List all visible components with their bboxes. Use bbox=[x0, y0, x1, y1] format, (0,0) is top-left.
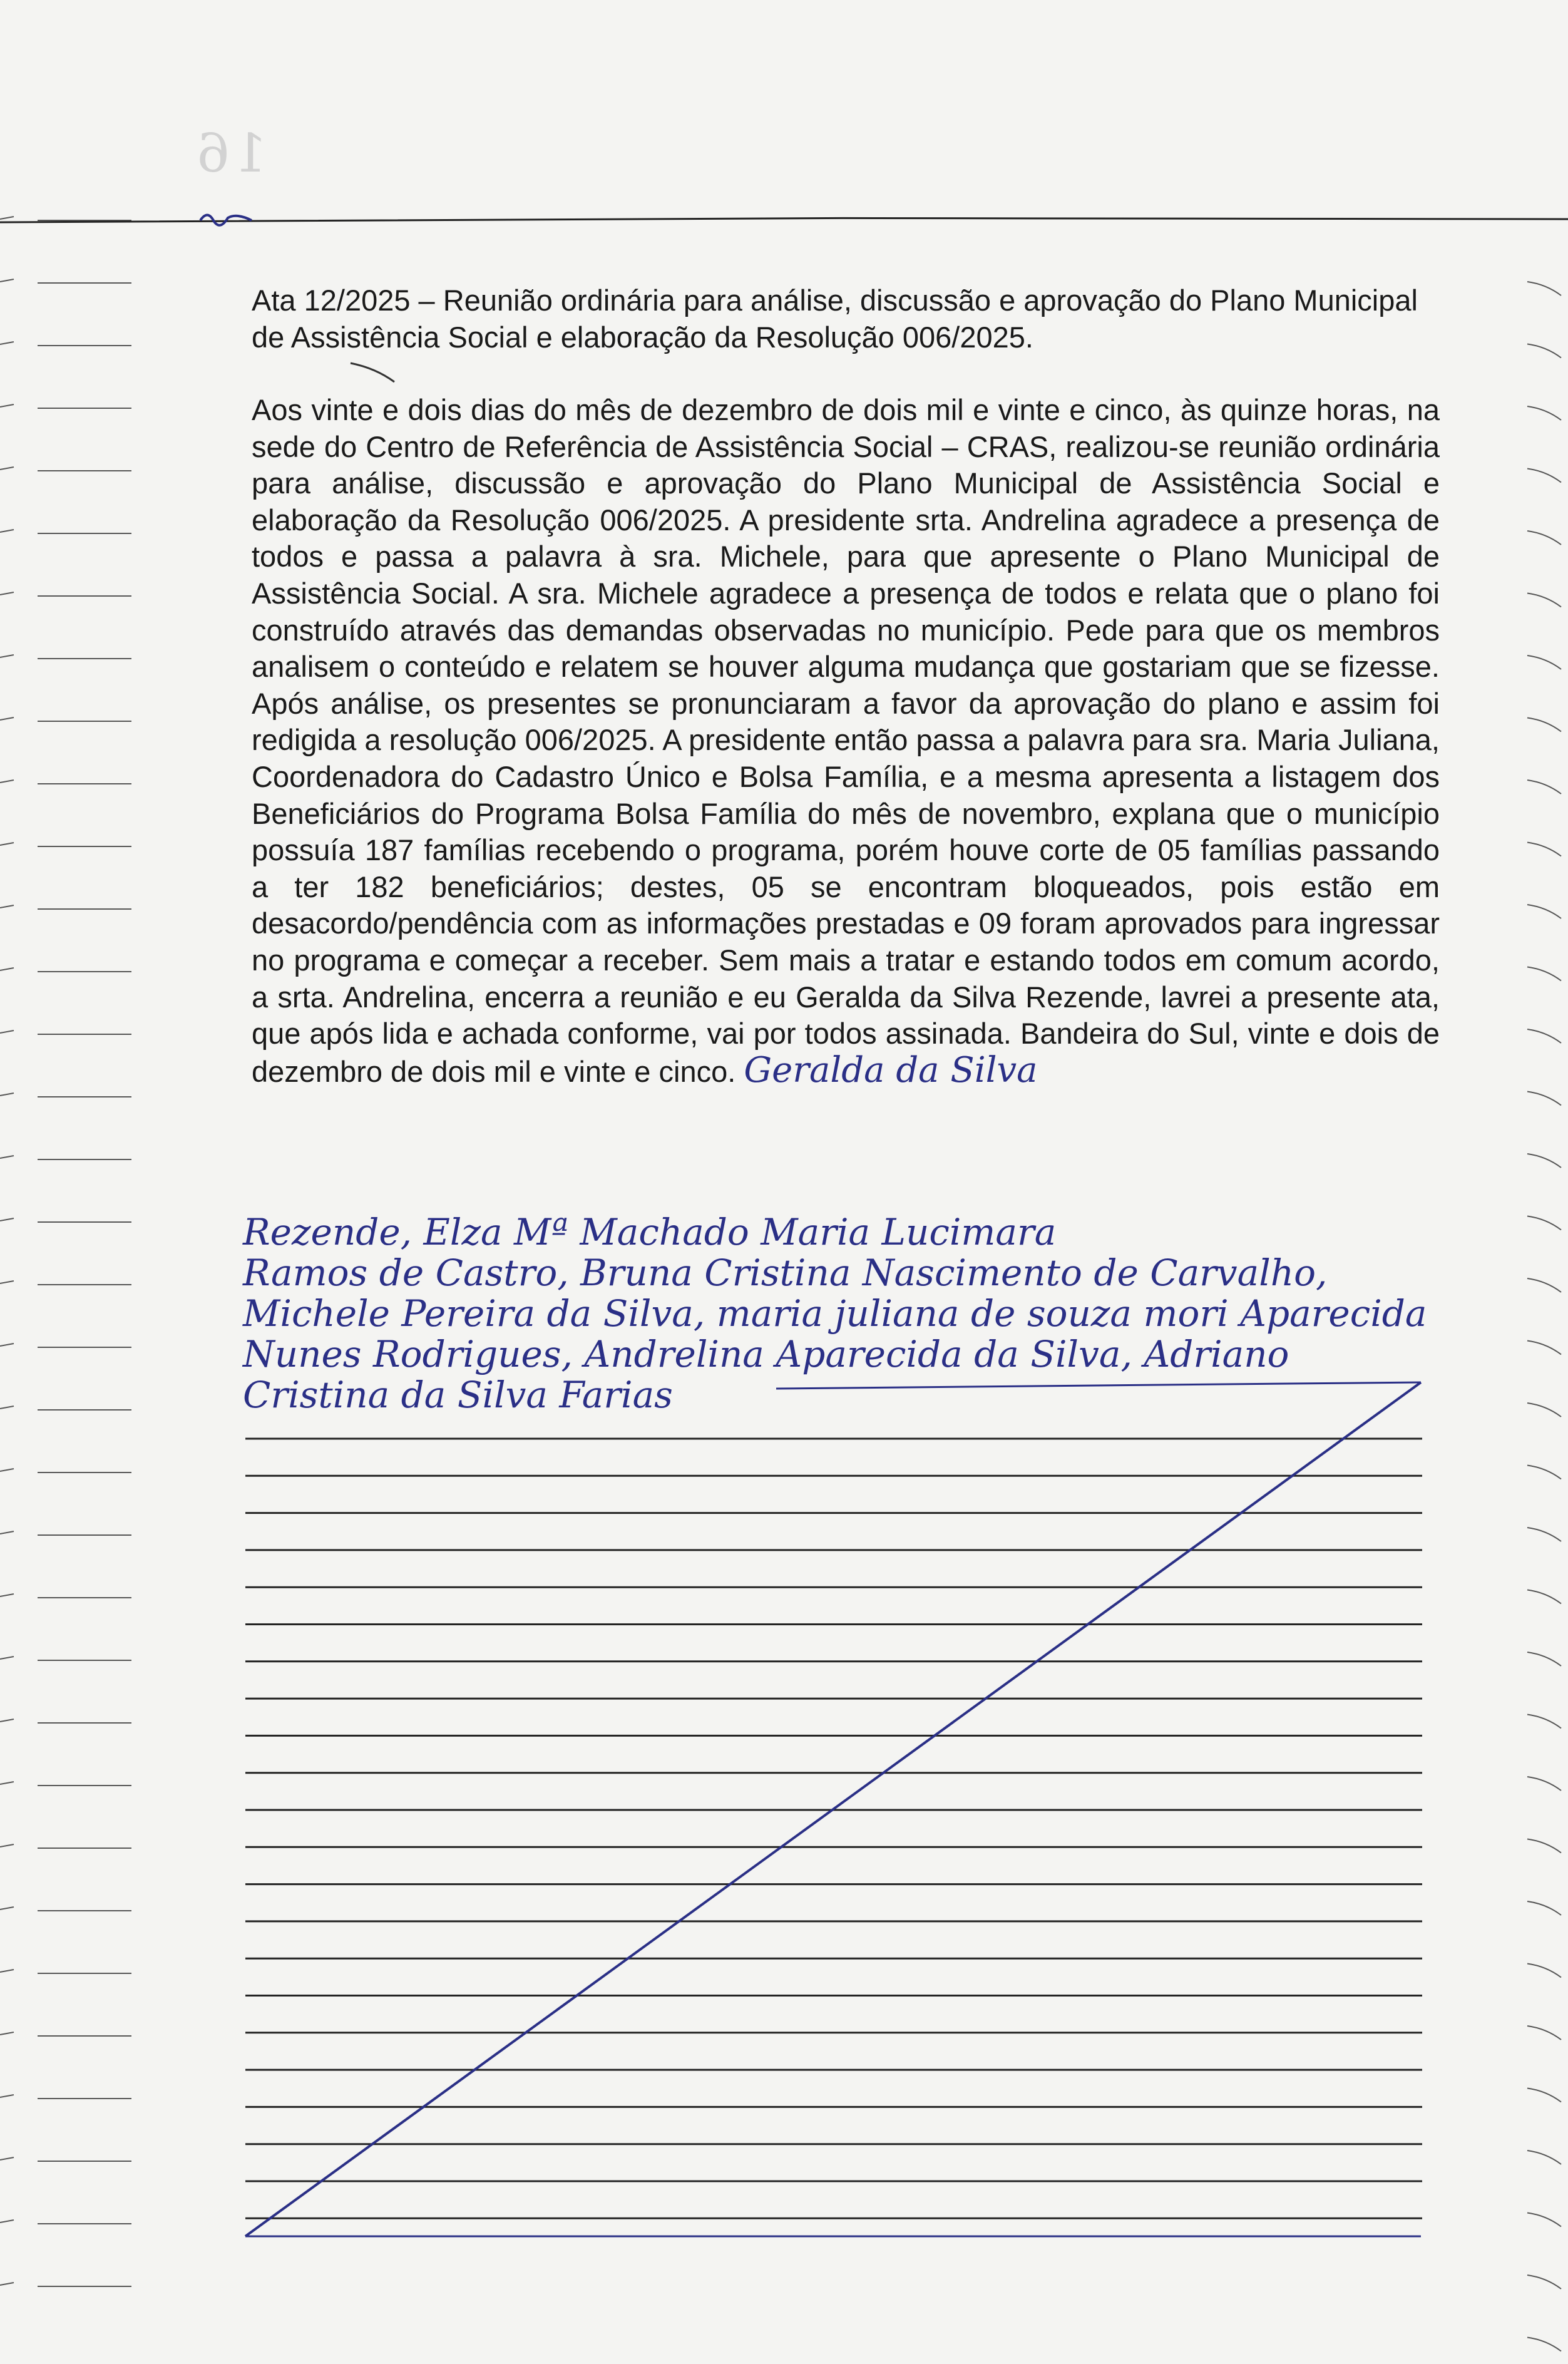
signature-line: Rezende, Elza Mª Machado Maria Lucimara bbox=[243, 1211, 1057, 1253]
signature-line: Ramos de Castro, Bruna Cristina Nascimento de Carvalho, bbox=[243, 1251, 1328, 1294]
signature-inline: Geralda da Silva bbox=[744, 1049, 1038, 1091]
minutes-body-text: Aos vinte e dois dias do mês de dezembro de dois mil e vinte e cinco, às quinze horas, na sede do Centro de Referência de Assistência Social – CRAS, realizou-se reunião ordinária para análise, discussão e aprovação do Plano Municipal de Assistência Social e elaboração da Resolução 006/2025. A presidente srta. Andrelina agradece a presença de todos e passa a palavra à sra. Michele, para que apresente o Plano Municipal de Assistência Social. A sra. Michele agradece a presença de todos e relata que o plano foi construído através das demandas observadas no município. Pede para que os membros analisem o conteúdo e relatem se houver alguma mudança que gostariam que se fizesse. Após análise, os presentes se pronunciaram a favor da aprovação do plano e assim foi redigida a resolução 006/2025. A presidente então passa a palavra para sra. Maria Juliana, Coordenadora do Cadastro Único e Bolsa Família, e a mesma apresenta a listagem dos Beneficiários do Programa Bolsa Família do mês de novembro, explana que o município possuía 187 famílias recebendo o programa, porém houve corte de 05 famílias passando a ter 182 beneficiários; destes, 05 se encontram bloqueados, pois estão em desacordo/pendência com as informações prestadas e 09 foram aprovados para ingressar no programa e começar a receber. Sem mais a tratar e estando todos em comum acordo, a srta. Andrelina, encerra a reunião e eu Geralda da Silva Rezende, lavrei a presente ata, que após lida e achada conforme, vai por todos assinada. Bandeira do Sul, vinte e dois de dezembro de dois mil e vinte e cinco. bbox=[252, 393, 1440, 1088]
signature-line: Cristina da Silva Farias bbox=[243, 1374, 673, 1416]
signature-line: Nunes Rodrigues, Andrelina Aparecida da Silva, Adriano bbox=[243, 1333, 1289, 1375]
signature-line: Michele Pereira da Silva, maria juliana de souza mori Aparecida bbox=[243, 1292, 1427, 1335]
document-title: Ata 12/2025 – Reunião ordinária para análise, discussão e aprovação do Plano Municipal de Assistência Social e elaboração da Resolução 006/2025. bbox=[252, 284, 1418, 354]
page-number-bleed: 16 bbox=[193, 123, 267, 184]
